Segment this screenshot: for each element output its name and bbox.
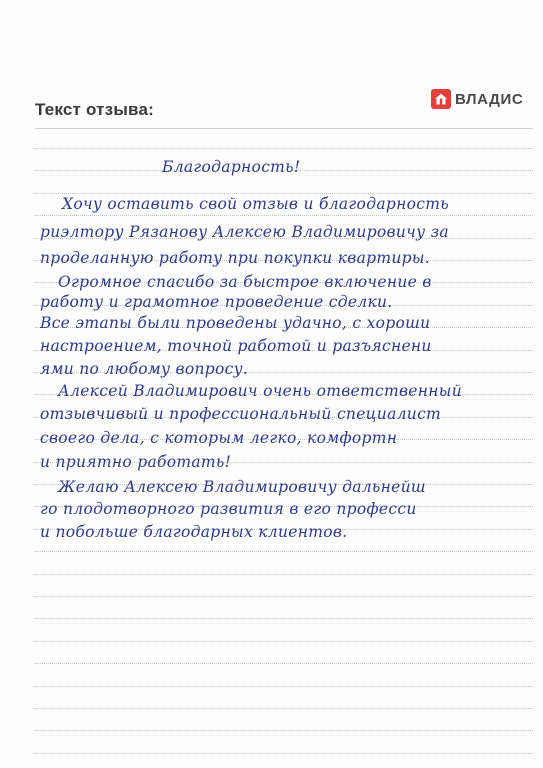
letter-line: работу и грамотное проведение сделки. (40, 293, 393, 311)
letter-line: настроением, точной работой и разъяснени (40, 337, 432, 355)
ruled-line (35, 596, 533, 597)
ruled-line (35, 574, 533, 575)
ruled-line (35, 708, 533, 709)
ruled-line (35, 730, 533, 731)
letter-line: Огромное спасибо за быстрое включение в (58, 273, 432, 291)
form-title: Текст отзыва: (35, 100, 154, 119)
letter-line: и побольше благодарных клиентов. (40, 523, 348, 541)
letter-line: Все этапы были проведены удачно, с хороши (40, 314, 431, 332)
letter-line: отзывчивый и профессиональный специалист (40, 405, 442, 423)
letter-line: и приятно работать! (40, 453, 232, 471)
ruled-line (35, 753, 533, 754)
letter-line: Хочу оставить свой отзыв и благодарность (62, 195, 449, 213)
letter-line: Благодарность! (162, 158, 301, 176)
letter-line: го плодотворного развития в его професси (40, 500, 417, 518)
ruled-line (35, 551, 533, 552)
letter-line: своего дела, с которым легко, комфортн (40, 429, 398, 447)
ruled-line (35, 148, 533, 149)
letter-line: проделанную работу при покупки квартиры. (40, 249, 431, 267)
ruled-line (35, 663, 533, 664)
brand-name: ВЛАДИС (455, 90, 524, 108)
ruled-line (35, 215, 533, 216)
letter-line: риэлтору Рязанову Алексею Владимировичу за (40, 223, 449, 241)
letter-line: Алексей Владимирович очень ответственный (58, 382, 463, 400)
ruled-line (35, 686, 533, 687)
ruled-line (35, 618, 533, 619)
ruled-line (35, 193, 533, 194)
letter-line: ями по любому вопросу. (40, 360, 249, 378)
ruled-line (35, 641, 533, 642)
letter-line: Желаю Алексею Владимировичу дальнейш (58, 478, 426, 496)
